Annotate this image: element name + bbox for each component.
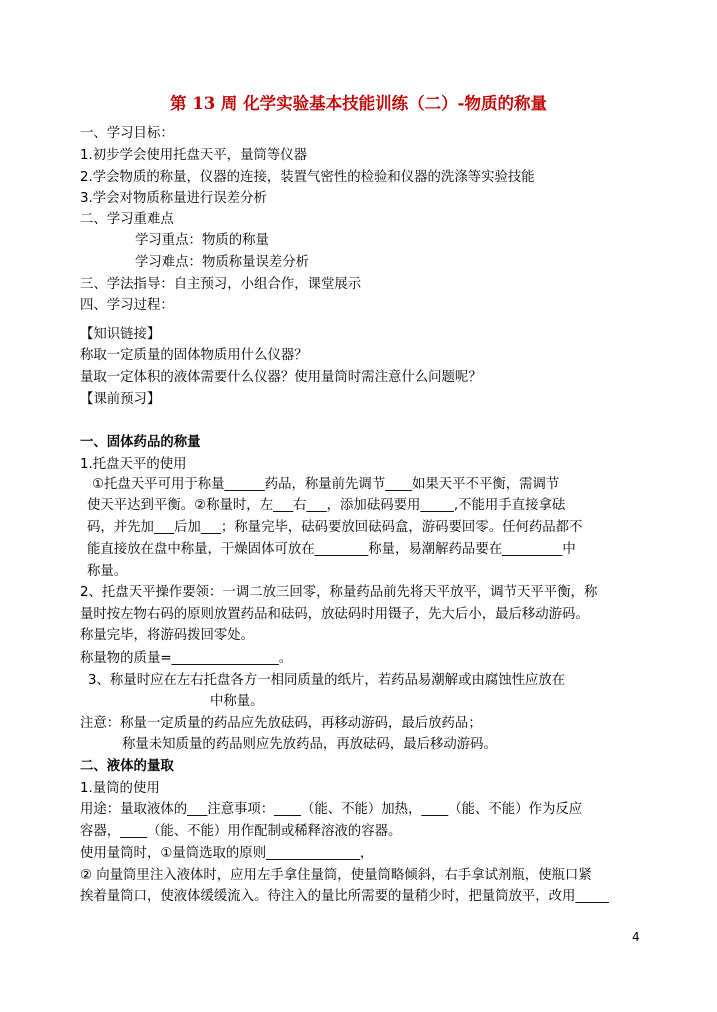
text-line: 1.初步学会使用托盘天平，量筒等仪器 xyxy=(80,148,308,163)
text-line: 3、称量时应在左右托盘各方一相同质量的纸片，若药品易潮解或由腐蚀性应放在 xyxy=(88,673,566,688)
text-line: 能直接放在盘中称量，干燥固体可放在________称量，易潮解药品要在_________中 xyxy=(87,542,576,557)
text-line: 称量物的质量=________________。 xyxy=(80,651,293,666)
text-line: 使用量筒时，①量筒选取的原则______________， xyxy=(80,846,374,861)
text-line: 称量未知质量的药品则应先放药品，再放砝码，最后移动游码。 xyxy=(122,737,497,752)
section-heading: 一、固体药品的称量 xyxy=(80,435,201,450)
text-line: 称量。 xyxy=(87,564,128,579)
text-line: 码，并先加___后加___；称量完毕，砝码要放回砝码盒，游码要回零。任何药品都不 xyxy=(87,520,583,535)
text-line: 称取一定质量的固体物质用什么仪器？ xyxy=(80,348,308,363)
text-line: 容器，____（能、不能）用作配制或稀释溶液的容器。 xyxy=(80,824,402,839)
text-line: 注意：称量一定质量的药品应先放砝码，再移动游码，最后放药品； xyxy=(80,716,482,731)
page-number: 4 xyxy=(632,930,640,944)
text-line: 中称量。 xyxy=(210,694,264,709)
text-line: 2.学会物质的称量，仪器的连接，装置气密性的检验和仪器的洗涤等实验技能 xyxy=(80,170,535,185)
section-heading: 一、学习目标： xyxy=(80,126,174,141)
document-title: 第 13 周 化学实验基本技能训练（二）-物质的称量 xyxy=(169,94,548,113)
text-line: ①托盘天平可用于称量______药品，称量前先调节____如果天平不平衡，需调节 xyxy=(92,477,560,492)
text-line: ② 向量筒里注入液体时，应用左手拿住量筒，使量筒略倾斜，右手拿试剂瓶，使瓶口紧 xyxy=(80,868,592,883)
text-line: 用途：量取液体的___注意事项：____（能、不能）加热，____（能、不能）作为反应 xyxy=(80,802,583,817)
text-line: 量取一定体积的液体需要什么仪器？使用量筒时需注意什么问题呢？ xyxy=(80,370,482,385)
text-line: 1.量筒的使用 xyxy=(80,781,160,796)
text-line: 2、托盘天平操作要领：一调二放三回零，称量药品前先将天平放平，调节天平平衡，称 xyxy=(80,585,598,600)
text-line: 学习重点：物质的称量 xyxy=(135,233,269,248)
section-heading: 三、学法指导：自主预习，小组合作，课堂展示 xyxy=(80,277,362,292)
section-heading: 【课前预习】 xyxy=(80,392,161,407)
section-heading: 四、学习过程： xyxy=(80,298,174,313)
text-line: 学习难点：物质称量误差分析 xyxy=(135,255,310,270)
section-heading: 【知识链接】 xyxy=(80,327,161,342)
text-line: 量时按左物右码的原则放置药品和砝码，放砝码时用镊子，先大后小，最后移动游码。 xyxy=(80,607,589,622)
text-line: 3.学会对物质称量进行误差分析 xyxy=(80,191,267,206)
text-line: 挨着量筒口，使液体缓缓流入。待注入的量比所需要的量稍少时，把量筒放平，改用_____ xyxy=(80,889,609,904)
text-line: 使天平达到平衡。②称量时，左___右___，添加砝码要用_____,不能用手直接拿砝 xyxy=(87,498,566,513)
section-heading: 二、学习重难点 xyxy=(80,212,174,227)
text-line: 称量完毕，将游码拨回零处。 xyxy=(80,628,255,643)
section-heading: 二、液体的量取 xyxy=(80,759,174,774)
text-line: 1.托盘天平的使用 xyxy=(80,457,187,472)
